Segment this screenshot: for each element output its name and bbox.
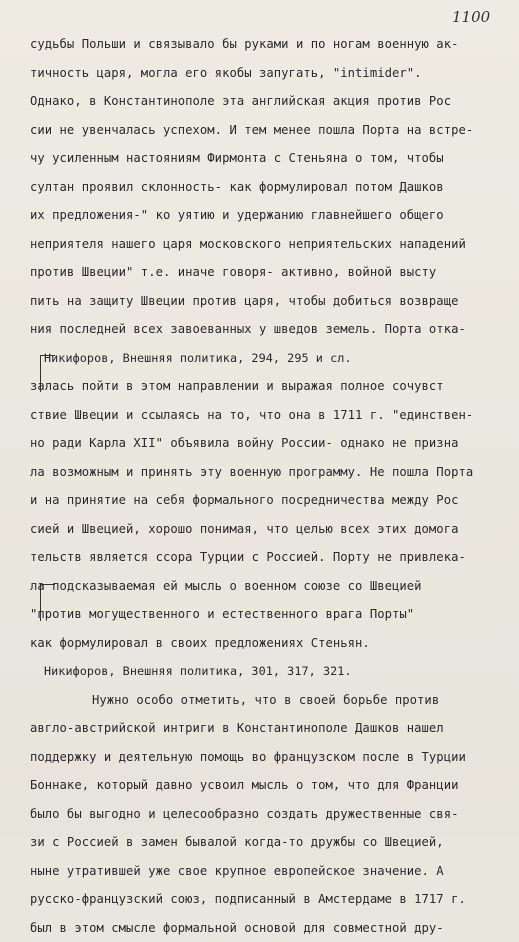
text-line: ствие Швеции и ссылаясь на то, что она в 1711 г. "единствен-	[30, 401, 500, 430]
text-line: было бы выгодно и целесообразно создать дружественные свя-	[30, 800, 500, 829]
text-line: русско-французский союз, подписанный в Амстердаме в 1717 г.	[30, 885, 500, 914]
text-line: сии не увенчалась успехом. И тем менее пошла Порта на встре-	[30, 116, 500, 145]
text-line: судьбы Польши и связывало бы руками и по ногам военную ак-	[30, 30, 500, 59]
text-line: ла подсказываемая ей мысль о военном союзе со Швецией	[30, 572, 500, 601]
text-line: султан проявил склонность- как формулировал потом Дашков	[30, 173, 500, 202]
body-text	[30, 30, 500, 942]
text-line: ныне утратившей уже свое крупное европейское значение. А	[30, 857, 500, 886]
text-line: зи с Россией в замен бывалой когда-то дружбы со Швецией,	[30, 828, 500, 857]
footnote-line: Никифоров, Внешняя политика, 301, 317, 321.	[30, 657, 500, 686]
text-line: чу усиленным настояниям Фирмонта с Стеньяна о том, чтобы	[30, 144, 500, 173]
text-line: как формулировал в своих предложениях Стеньян.	[30, 629, 500, 658]
text-line: против Швеции" т.е. иначе говоря- активно, войной высту	[30, 258, 500, 287]
text-line: но ради Карла XII" объявила войну России- однако не призна	[30, 429, 500, 458]
text-line: авгло-австрийской интриги в Константинополе Дашков нашел	[30, 714, 500, 743]
text-line: тичность царя, могла его якобы запугать, "intimider".	[30, 59, 500, 88]
text-line: тельств является ссора Турции с Россией. Порту не привлека-	[30, 543, 500, 572]
text-line: неприятеля нашего царя московского неприятельских нападений	[30, 230, 500, 259]
text-line: сией и Швецией, хорошо понимая, что целью всех этих домога	[30, 515, 500, 544]
text-line: Боннаке, который давно усвоил мысль о том, что для Франции	[30, 771, 500, 800]
text-line: был в этом смысле формальной основой для совместной дру-	[30, 914, 500, 942]
text-line: Однако, в Константинополе эта английская акция против Рос	[30, 87, 500, 116]
text-line: ния последней всех завоеванных у шведов земель. Порта отка-	[30, 315, 500, 344]
text-line: пить на защиту Швеции против царя, чтобы добиться возвраще	[30, 287, 500, 316]
text-line: Нужно особо отметить, что в своей борьбе против	[30, 686, 500, 715]
page-number: 1100	[452, 8, 490, 26]
footnote-line: Никифоров, Внешняя политика, 294, 295 и сл.	[30, 344, 500, 373]
text-line: "против могущественного и естественного врага Порты"	[30, 600, 500, 629]
text-line: их предложения-" ко уятию и удержанию главнейшего общего	[30, 201, 500, 230]
text-line: поддержку и деятельную помощь во французском после в Турции	[30, 743, 500, 772]
text-line: залась пойти в этом направлении и выражая полное сочувст	[30, 372, 500, 401]
text-line: ла возможным и принять эту военную программу. Не пошла Порта	[30, 458, 500, 487]
text-line: и на принятие на себя формального посредничества между Рос	[30, 486, 500, 515]
